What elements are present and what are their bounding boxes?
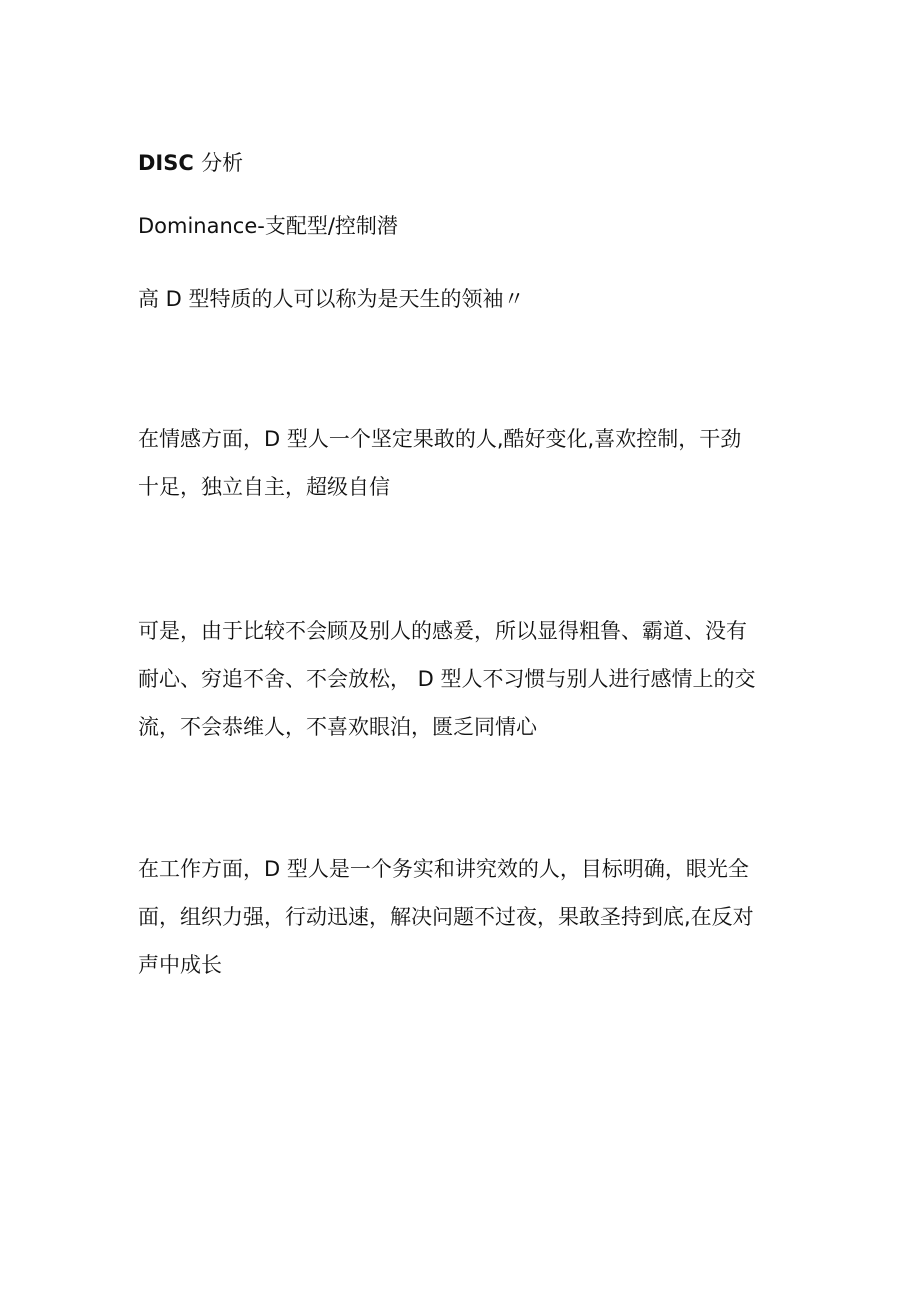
title-latin: DISC [138,151,194,175]
paragraph-line: 在情感方面，D 型人一个坚定果敢的人,酷好变化,喜欢控制，干劲 [138,427,742,451]
paragraph-line: 十足，独立自主，超级自信 [138,475,390,499]
intro-paragraph: 高 D 型特质的人可以称为是天生的领袖〃 [138,287,525,311]
emotion-paragraph [138,415,788,511]
weakness-paragraph [138,607,788,751]
paragraph-line: 流，不会恭维人，不喜欢眼泊，匮乏同情心 [138,715,537,739]
paragraph-line: 耐心、穷追不舍、不会放松， D 型人不习惯与别人进行感情上的交 [138,667,756,691]
document-subtitle: Dominance-支配型/控制潜 [138,214,398,238]
document-title [138,148,243,178]
paragraph-line: 声中成长 [138,953,222,977]
work-paragraph [138,845,788,989]
paragraph-line: 面，组织力强，行动迅速，解决问题不过夜，果敢圣持到底,在反对 [138,905,754,929]
paragraph-line: 可是，由于比较不会顾及别人的感爰，所以显得粗鲁、霸道、没有 [138,619,747,643]
paragraph-line: 在工作方面，D 型人是一个务实和讲究效的人，目标明确，眼光全 [138,857,749,881]
title-chinese: 分析 [201,151,244,175]
